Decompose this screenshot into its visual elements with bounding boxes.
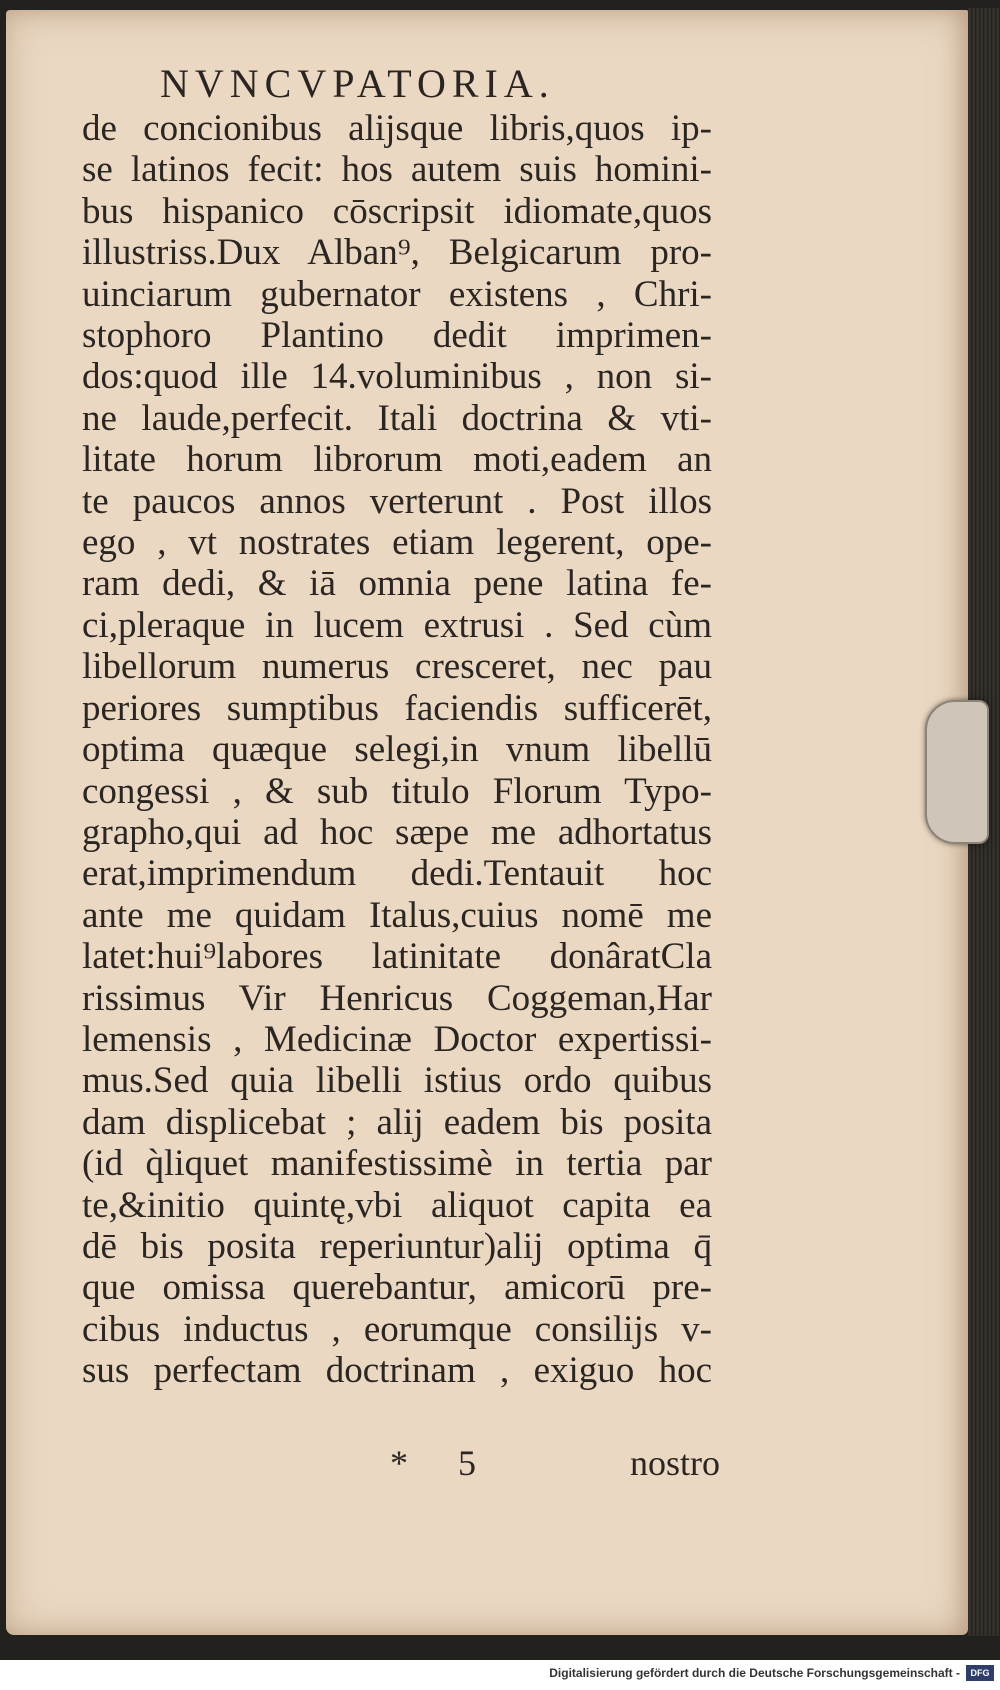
text-line: se latinos fecit: hos autem suis homini- [82,149,712,191]
text-line: sus perfectam doctrinam , exiguo hoc [82,1350,712,1392]
text-line: ante me quidam Italus,cuius nomē me [82,894,712,936]
text-line: bus hispanico cōscripsit idiomate,quos [82,190,712,232]
signature-mark: * [390,1443,408,1483]
text-line: erat,imprimendum dedi.Tentauit hoc [82,853,712,895]
credit-bar [0,1660,1000,1690]
text-line: lemensis , Medicinæ Doctor expertissi- [82,1018,712,1060]
text-line: que omissa querebantur, amicorū pre- [82,1267,712,1309]
dfg-logo: DFG [966,1665,994,1681]
text-line: libellorum numerus cresceret, nec pau [82,646,712,688]
text-line: uinciarum gubernator existens , Chri- [82,273,712,315]
text-line: illustriss.Dux Alban⁹, Belgicarum pro- [82,232,712,274]
body-text [82,108,712,1392]
text-line: (id q̀liquet manifestissimè in tertia par [82,1143,712,1185]
book-clasp [925,700,989,844]
text-line: dam displicebat ; alij eadem bis posita [82,1101,712,1143]
text-line: te paucos annos verterunt . Post illos [82,480,712,522]
text-line: optima quæque selegi,in vnum libellū [82,729,712,771]
text-line: te,&initio quintę,vbi aliquot capita ea [82,1184,712,1226]
text-line: litate horum librorum moti,eadem an [82,439,712,481]
catchword: nostro [630,1443,720,1483]
text-line: de concionibus alijsque libris,quos ip- [82,108,712,149]
text-line: latet:hui⁹labores latinitate donâratCla [82,936,712,978]
text-line: ci,pleraque in lucem extrusi . Sed cùm [82,604,712,646]
text-line: ne laude,perfecit. Itali doctrina & vti- [82,397,712,439]
text-line: periores sumptibus faciendis sufficerēt, [82,687,712,729]
text-line: stophoro Plantino dedit imprimen- [82,315,712,357]
text-line: ego , vt nostrates etiam legerent, ope- [82,522,712,564]
page-number: 5 [458,1443,476,1483]
running-header: NVNCVPATORIA. [160,61,555,106]
digitization-credit: Digitalisierung gefördert durch die Deutsche Forschungsgemeinschaft - [549,1666,960,1680]
text-line: grapho,qui ad hoc sæpe me adhortatus [82,811,712,853]
text-line: rissimus Vir Henricus Coggeman,Har [82,977,712,1019]
text-line: mus.Sed quia libelli istius ordo quibus [82,1060,712,1102]
text-line: ram dedi, & iā omnia pene latina fe- [82,563,712,605]
text-line: congessi , & sub titulo Florum Typo- [82,770,712,812]
text-line: cibus inductus , eorumque consilijs v- [82,1308,712,1350]
text-line: dos:quod ille 14.voluminibus , non si- [82,356,712,398]
text-line: dē bis posita reperiuntur)alij optima q̄ [82,1225,712,1267]
